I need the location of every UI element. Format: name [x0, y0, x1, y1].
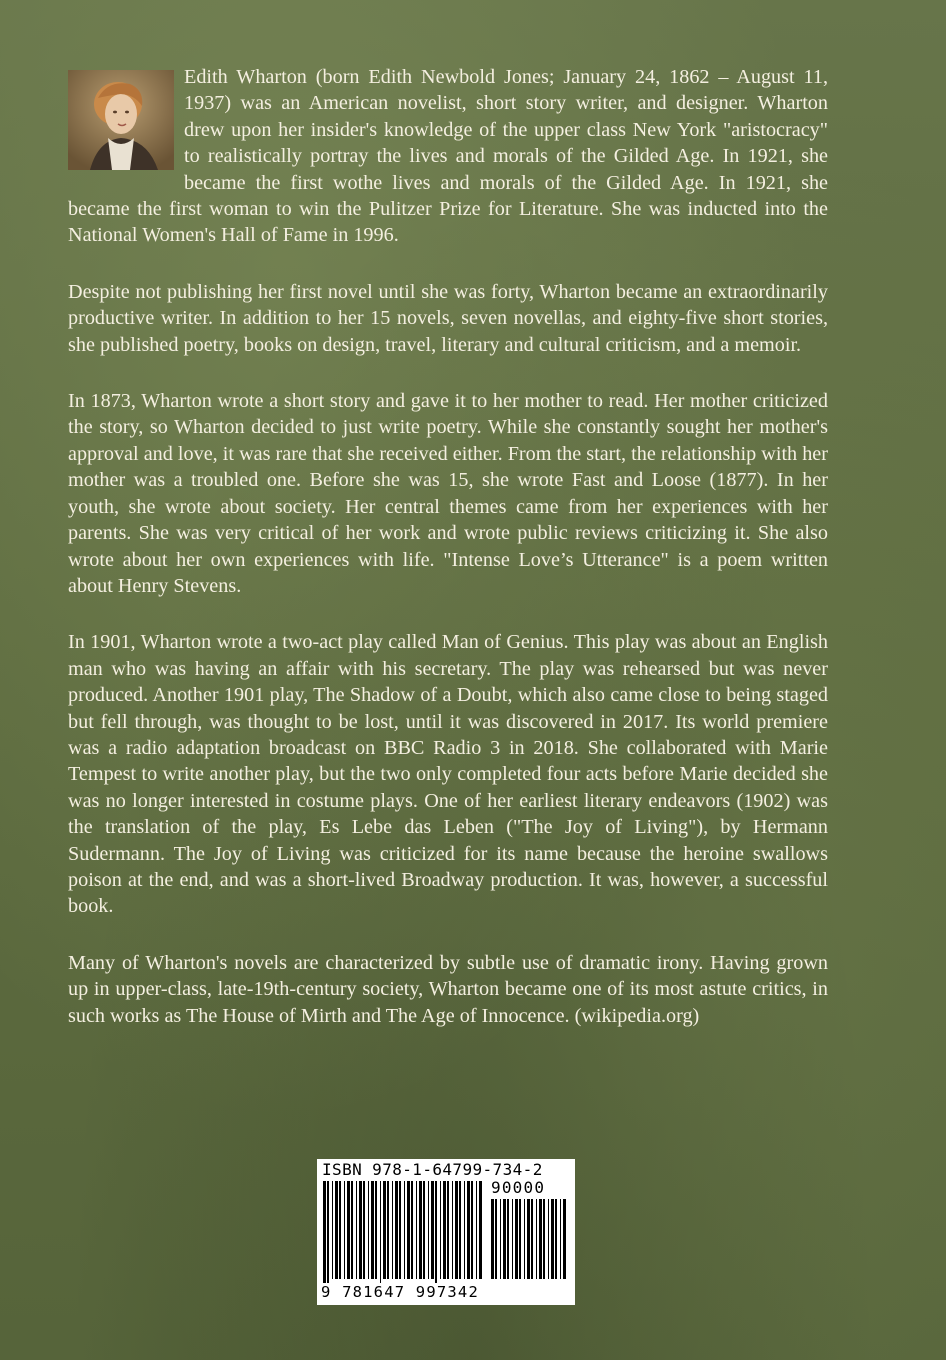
barcode-bar [467, 1181, 470, 1279]
barcode-bar [443, 1181, 446, 1279]
price-code: 90000 [491, 1178, 546, 1197]
barcode-bar [419, 1181, 422, 1279]
barcode-bar [323, 1181, 326, 1285]
barcode-bar [527, 1199, 530, 1279]
barcode-bar [503, 1199, 506, 1279]
bio-paragraph-1 [68, 64, 828, 249]
barcode-bar [368, 1181, 369, 1279]
barcode-bar [476, 1181, 477, 1279]
barcode-bar [519, 1199, 521, 1279]
barcode-bar [452, 1181, 453, 1279]
barcode-bar [524, 1199, 525, 1279]
barcode-bar [464, 1181, 465, 1279]
barcode-bar [512, 1199, 513, 1279]
barcode-bar [551, 1199, 554, 1279]
barcode-bar [447, 1181, 449, 1279]
bio-paragraph-3: In 1873, Wharton wrote a short story and gave it to her mother to read. Her mother criticized the story, so Wharton decided to just write poetry. While she constantly sought her mother's approval and love, it was rare that she received either. From the start, the relationship with her mother was a troubled one. Before she was 15, she wrote Fast and Loose (1877). In her youth, she wrote about society. Her central themes came from her experiences with her parents. She was very critical of her work and wrote public reviews criticizing it. She also wrote about her own experiences with life. "Intense Love’s Utterance" is a poem written about Henry Stevens. [68, 390, 828, 597]
barcode-bar [440, 1181, 441, 1279]
barcode-bar [455, 1181, 458, 1279]
barcode-bar [363, 1181, 365, 1279]
barcode-bar [431, 1181, 434, 1279]
barcode-bar [387, 1181, 389, 1279]
bio-paragraph-4: In 1901, Wharton wrote a two-act play called Man of Genius. This play was about an English man who was having an affair with his secretary. The play was rehearsed but was never produced. Another 1901 play, The Shadow of a Doubt, which also came close to being staged but fell through, was thought to be lost, until it was discovered in 2017. Its world premiere was a radio adaptation broadcast on BBC Radio 3 in 2018. She collaborated with Marie Tempest to write another play, but the two only completed four acts before Marie decided she was no longer interested in costume plays. One of her earliest literary endeavors (1902) was the translation of the play, Es Lebe das Leben ("The Joy of Living"), by Hermann Sudermann. The Joy of Living was criticized for its name because the heroine swallows poison at the end, and was a short-lived Broadway production. It was, however, a successful book. [68, 631, 828, 918]
barcode-bar [491, 1199, 494, 1279]
barcode-bar [495, 1199, 497, 1279]
barcode-bar [471, 1181, 473, 1279]
barcode-bar [351, 1181, 353, 1279]
barcode-bar [435, 1181, 437, 1285]
author-portrait-icon [68, 70, 174, 170]
barcode-bar [548, 1199, 549, 1279]
barcode-bar [423, 1181, 425, 1279]
barcode-bar [380, 1181, 381, 1285]
barcode-icon [323, 1181, 483, 1285]
barcode-bar [543, 1199, 545, 1279]
barcode-bar [347, 1181, 350, 1279]
barcode-bar [555, 1199, 557, 1279]
bio-paragraph-1-text: Edith Wharton (born Edith Newbold Jones; January 24, 1862 – August 11, 1937) was an American novelist, short story writer, and designer. Wharton drew upon her insider's knowledge of the upper class New York "aristocracy" to realistically portray the lives and morals of the Gilded Age. In 1921, she became the first wothe lives and morals of the Gilded Age. In 1921, she became the first woman to win the Pulitzer Prize for Literature. She was inducted into the National Women's Hall of Fame in 1996. [68, 66, 828, 247]
barcode-bar [335, 1181, 338, 1279]
barcode-bar [536, 1199, 537, 1279]
book-back-cover-text [68, 64, 828, 1059]
barcode-bar [375, 1181, 377, 1279]
isbn-label: ISBN 978-1-64799-734-2 [322, 1160, 543, 1179]
barcode-bar [459, 1181, 461, 1279]
barcode-bar [500, 1199, 501, 1279]
barcode-bar [563, 1199, 566, 1279]
barcode-bar [399, 1181, 401, 1279]
addon-barcode-icon [491, 1199, 569, 1285]
barcode-bar [371, 1181, 374, 1279]
barcode-bar [327, 1181, 329, 1285]
barcode-bar [392, 1181, 393, 1279]
barcode-bar [416, 1181, 417, 1279]
barcode-bar [407, 1181, 410, 1279]
barcode-bar [539, 1199, 542, 1279]
bio-paragraph-2: Despite not publishing her first novel until she was forty, Wharton became an extraordinarily productive writer. In addition to her 15 novels, seven novellas, and eighty-five short stories, she published poetry, books on design, travel, literary and cultural criticism, and a memoir. [68, 280, 828, 356]
barcode-bar [428, 1181, 429, 1279]
barcode-bar [531, 1199, 533, 1279]
barcode-bar [507, 1199, 509, 1279]
barcode-bar [479, 1181, 482, 1279]
barcode-bar [515, 1199, 518, 1279]
barcode-bar [383, 1181, 386, 1279]
ean-digits: 9 781647 997342 [321, 1283, 479, 1301]
barcode-bar [395, 1181, 398, 1279]
barcode-bar [560, 1199, 561, 1279]
barcode-bar [359, 1181, 362, 1279]
barcode-bar [404, 1181, 405, 1279]
barcode-bar [339, 1181, 341, 1279]
barcode-bar [344, 1181, 345, 1279]
barcode-bar [411, 1181, 413, 1279]
isbn-barcode [317, 1159, 575, 1305]
barcode-bar [332, 1181, 333, 1279]
bio-paragraph-5: Many of Wharton's novels are characterized by subtle use of dramatic irony. Having grown up in upper-class, late-19th-century society, Wharton became one of its most astute critics, in such works as The House of Mirth and The Age of Innocence. (wikipedia.org) [68, 951, 828, 1027]
barcode-bar [356, 1181, 357, 1279]
